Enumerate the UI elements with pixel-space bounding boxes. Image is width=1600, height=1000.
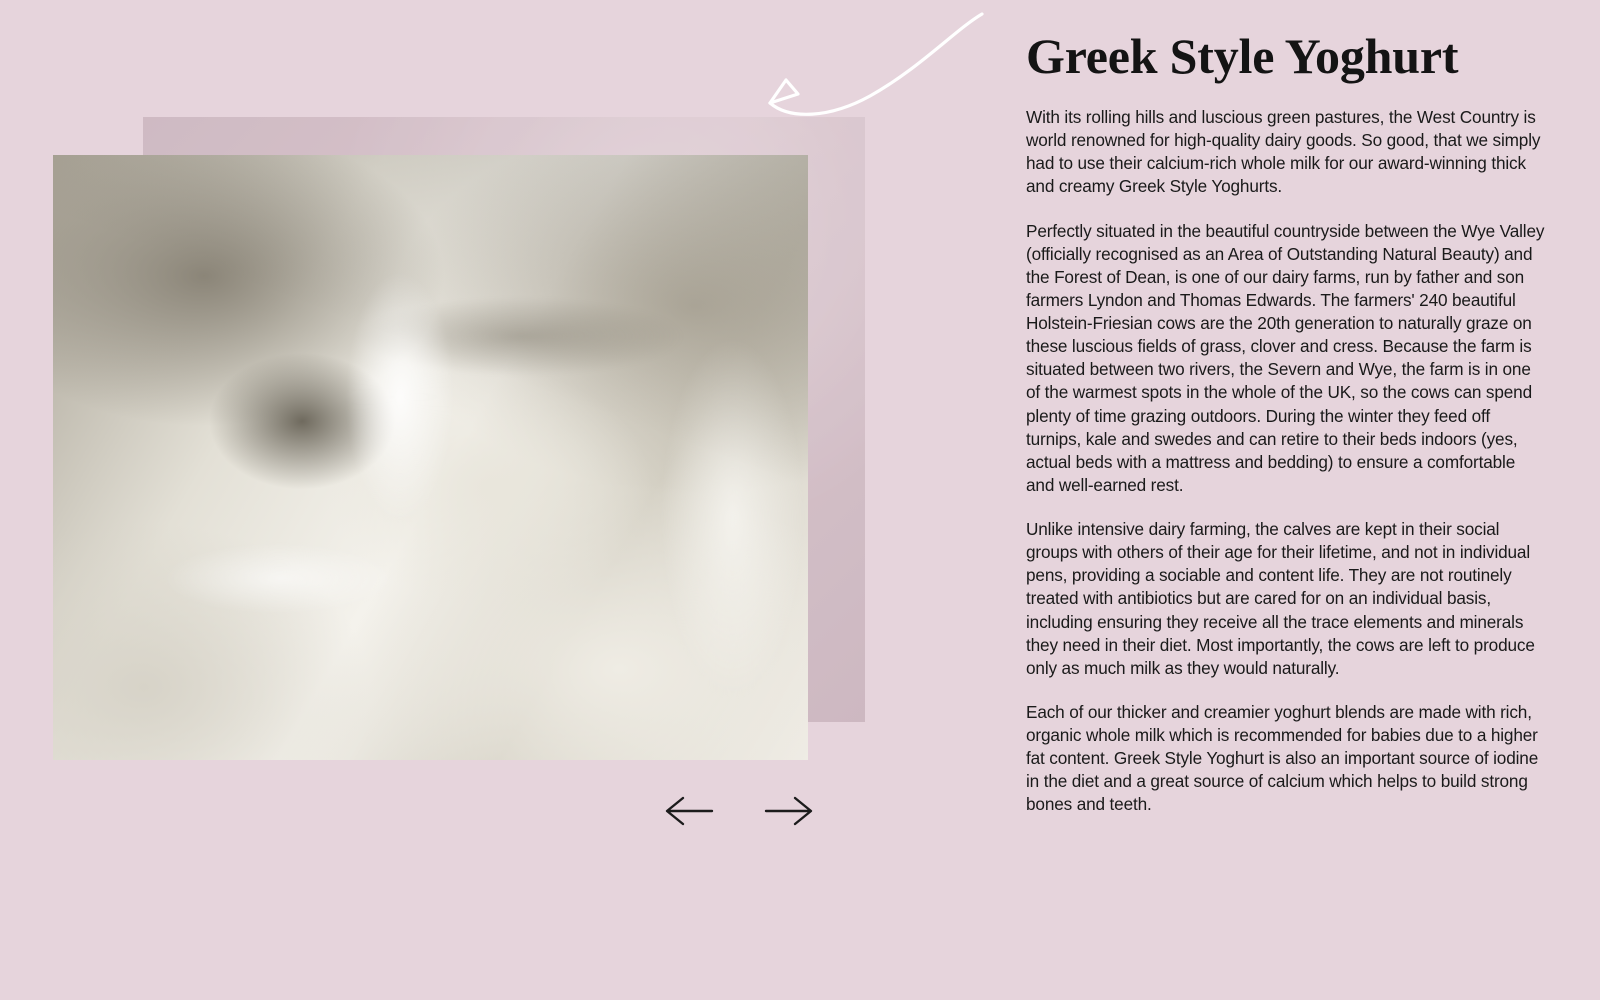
article-paragraph: With its rolling hills and luscious green pastures, the West Country is world renowned for high-quality dairy goods. So good, that we simply had to use their calcium-rich whole milk for our award-winning thick and creamy Greek Style Yoghurts. xyxy=(1026,107,1541,197)
arrow-left-icon xyxy=(663,794,715,828)
greek-yoghurt-swirl-photo xyxy=(53,155,808,760)
article-paragraph: Each of our thicker and creamier yoghurt blends are made with rich, organic whole milk which is recommended for babies due to a higher fat content. Greek Style Yoghurt is also an important source of iodine in the diet and a great source of calcium which helps to build strong bones and teeth. xyxy=(1026,701,1539,815)
article-column xyxy=(1026,0,1546,1000)
carousel-next-button[interactable] xyxy=(760,782,818,840)
photo-shadow-layer xyxy=(53,155,808,760)
article-body xyxy=(1026,106,1546,817)
arrow-right-icon xyxy=(763,794,815,828)
carousel-nav xyxy=(660,782,818,840)
article-paragraph: Unlike intensive dairy farming, the calves are kept in their social groups with others of their age for their lifetime, and not in individual pens, providing a sociable and content life. They are not routinely treated with antibiotics but are cared for on an individual basis, including ensuring they receive all the trace elements and minerals they need in their diet. Most importantly, the cows are left to produce only as much milk as they would naturally. xyxy=(1026,519,1535,678)
hand-drawn-arrow-icon xyxy=(760,8,990,123)
page-title: Greek Style Yoghurt xyxy=(1026,28,1459,84)
article-paragraph: Perfectly situated in the beautiful countryside between the Wye Valley (officially recognised as an Area of Outstanding Natural Beauty) and the Forest of Dean, is one of our dairy farms, run by father and son farmers Lyndon and Thomas Edwards. The farmers' 240 beautiful Holstein-Friesian cows are the 20th generation to naturally graze on these luscious fields of grass, clover and cress. Because the farm is situated between two rivers, the Severn and Wye, the farm is in one of the warmest spots in the whole of the UK, so the cows can spend plenty of time grazing outdoors. During the winter they feed off turnips, kale and swedes and can retire to their beds indoors (yes, actual beds with a mattress and bedding) to ensure a comfortable and well-earned rest. xyxy=(1026,220,1545,495)
carousel-prev-button[interactable] xyxy=(660,782,718,840)
